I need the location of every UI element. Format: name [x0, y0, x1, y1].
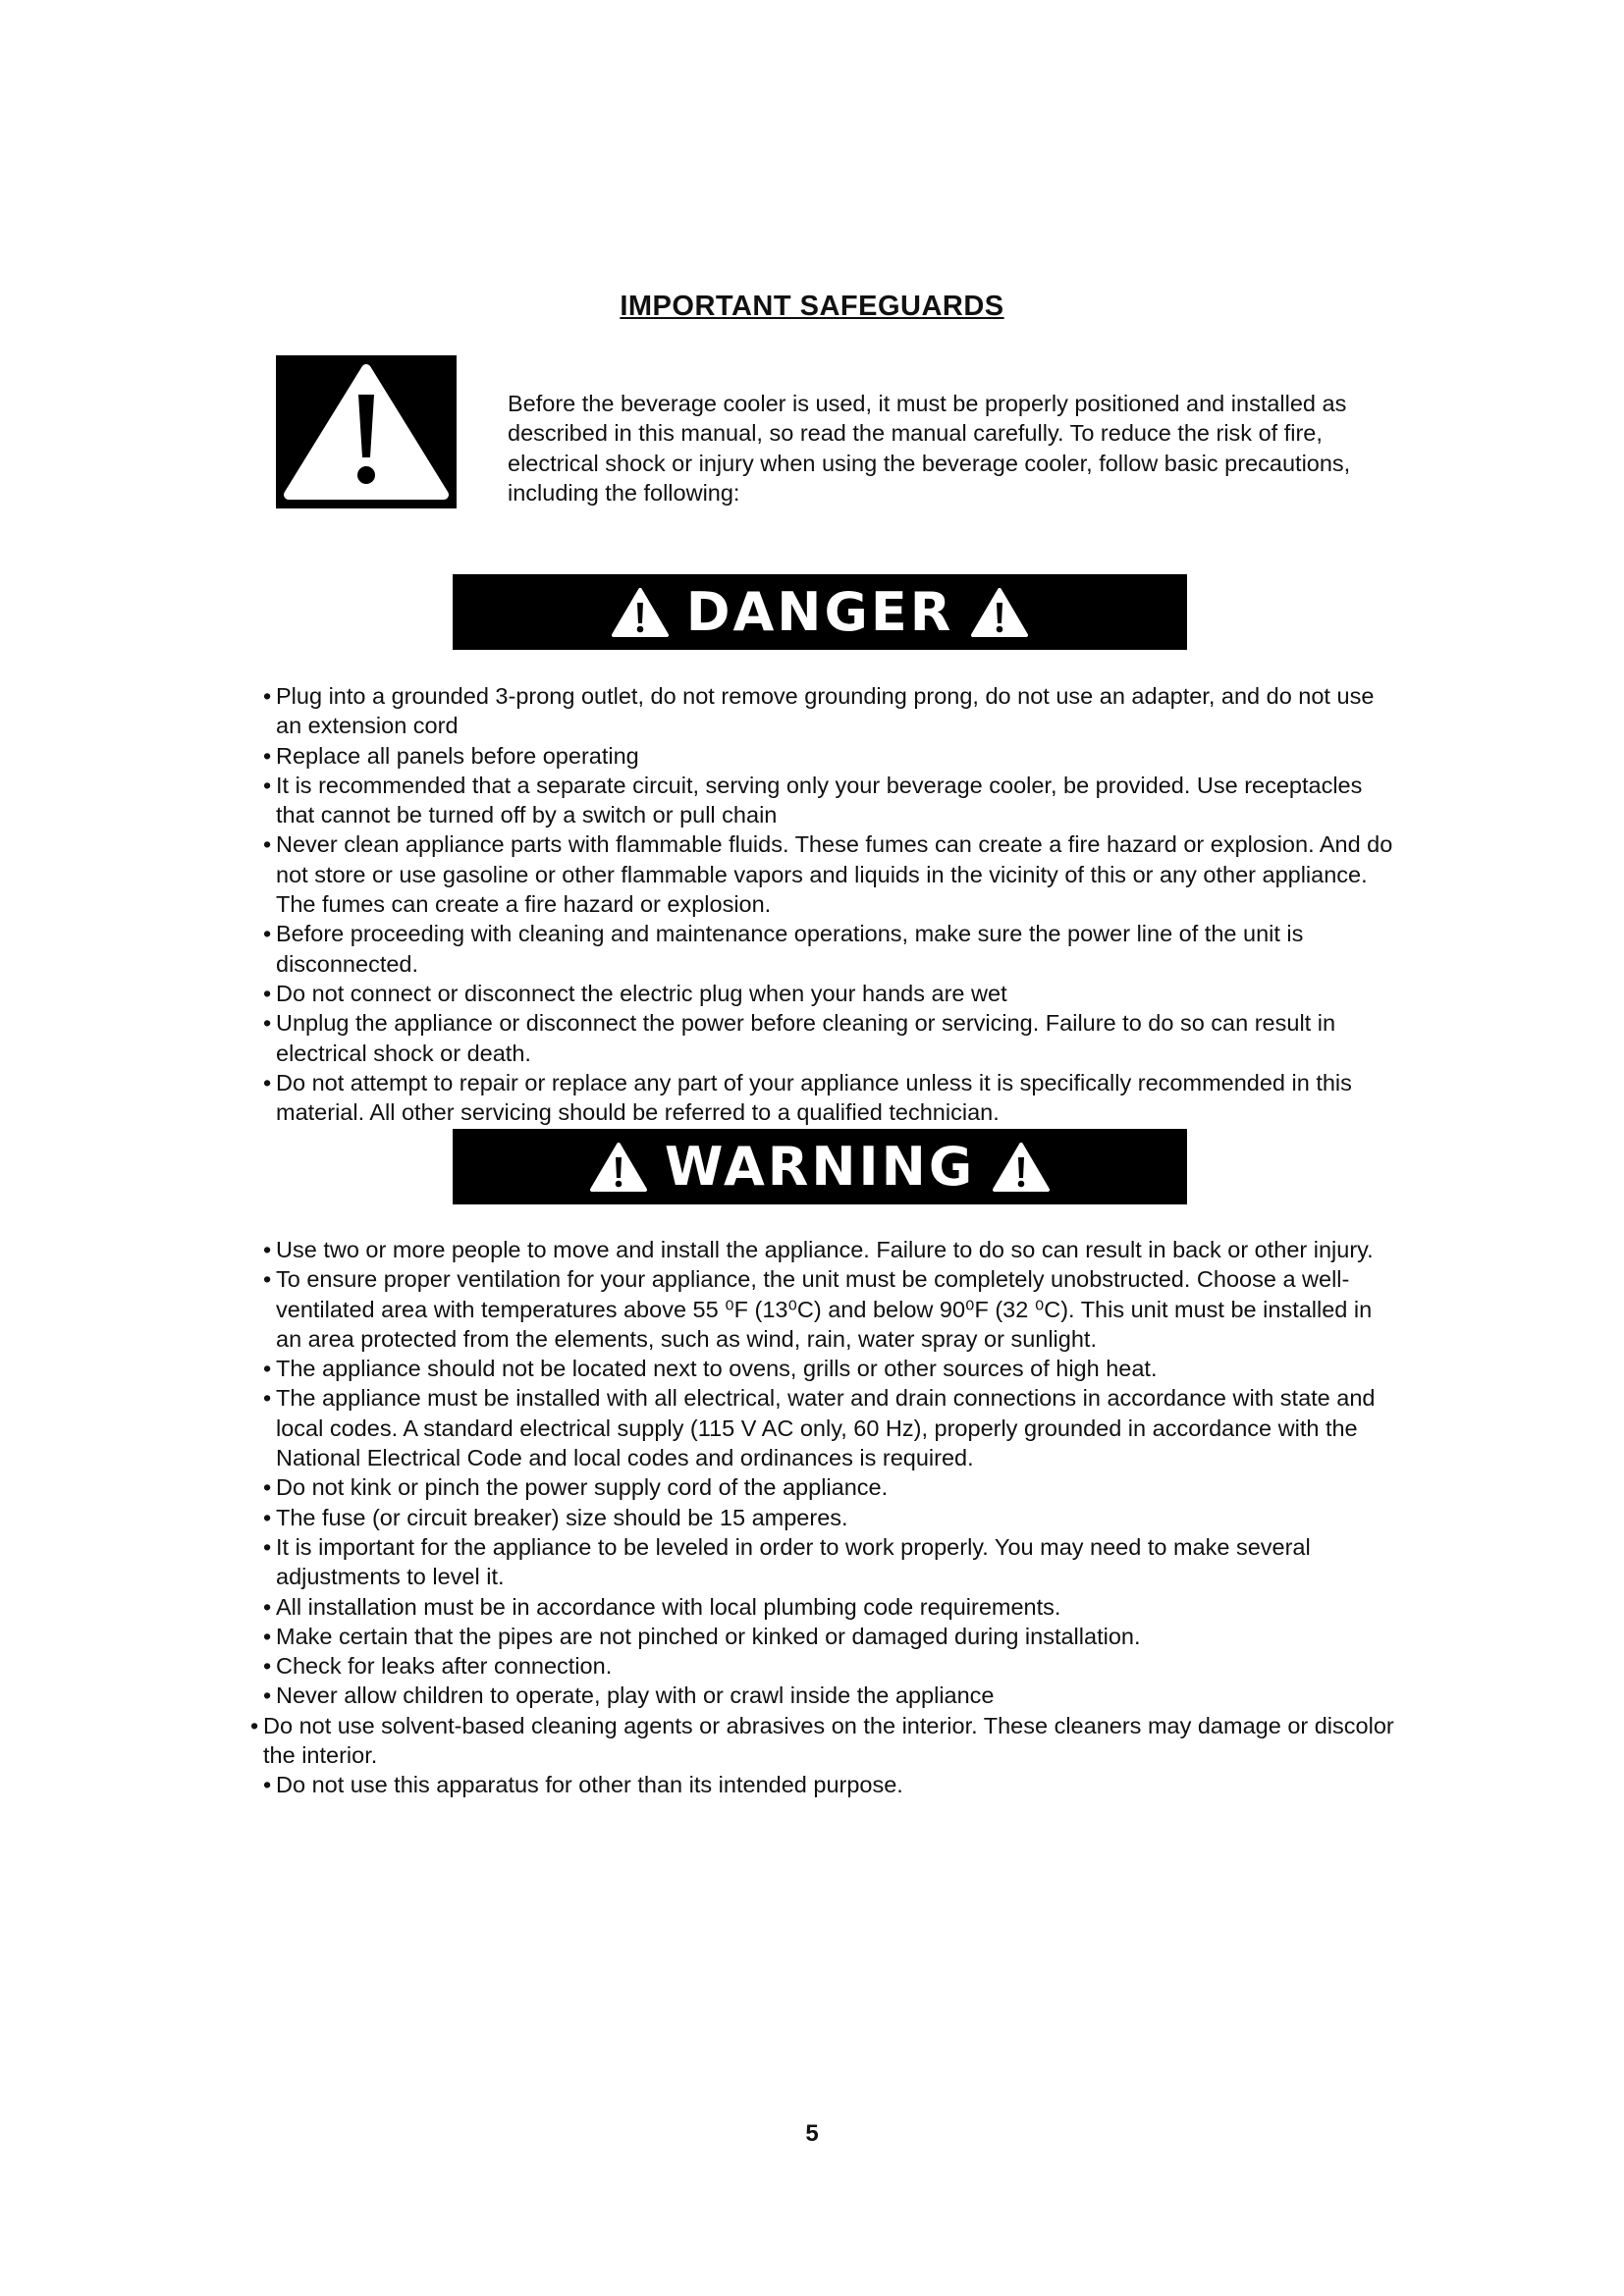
list-item: • Unplug the appliance or disconnect the power before cleaning or servicing. Failure to do so can result in electrical shock or death.	[249, 1008, 1398, 1068]
danger-left-icon	[610, 586, 671, 639]
warning-banner	[453, 1129, 1187, 1204]
list-item: • It is recommended that a separate circuit, serving only your beverage cooler, be provided. Use receptacles that cannot be turned off by a switch or pull chain	[249, 771, 1398, 830]
list-item: • Before proceeding with cleaning and maintenance operations, make sure the power line of the unit is disconnected.	[249, 919, 1398, 979]
danger-label: DANGER	[685, 580, 954, 643]
list-item: • Use two or more people to move and install the appliance. Failure to do so can result in back or other injury.	[249, 1235, 1398, 1264]
page-number: 5	[805, 2120, 819, 2147]
list-item: • Do not attempt to repair or replace any part of your appliance unless it is specifically recommended in this material. All other servicing should be referred to a qualified technician.	[249, 1068, 1398, 1128]
list-item: • The appliance should not be located next to ovens, grills or other sources of high heat.	[249, 1354, 1398, 1383]
list-item: • Plug into a grounded 3-prong outlet, do not remove grounding prong, do not use an adapter, and do not use an extension cord	[249, 681, 1398, 741]
intro-paragraph: Before the beverage cooler is used, it must be properly positioned and installed as described in this manual, so read the manual carefully. To reduce the risk of fire, electrical shock or injury when using the beverage cooler, follow basic precautions, including the following:	[508, 391, 1351, 506]
list-item: • Check for leaks after connection.	[249, 1651, 1398, 1681]
warning-triangle-icon	[276, 355, 457, 508]
list-item: • To ensure proper ventilation for your appliance, the unit must be completely unobstructed. Choose a well-ventilated area with temperatures above 55 ⁰F (13⁰C) and below 90⁰F (32 ⁰C). This unit must be installed in an area protected from the elements, such as wind, rain, water spray or sunlight.	[249, 1264, 1398, 1354]
warning-left-icon	[588, 1141, 649, 1194]
list-item: • Do not connect or disconnect the electric plug when your hands are wet	[249, 979, 1398, 1008]
list-item: • Do not use solvent-based cleaning agents or abrasives on the interior. These cleaners may damage or discolor the interior.	[249, 1711, 1398, 1771]
page-title: IMPORTANT SAFEGUARDS	[620, 291, 1004, 322]
danger-banner	[453, 574, 1187, 650]
list-item: • All installation must be in accordance with local plumbing code requirements.	[249, 1592, 1398, 1622]
list-item: • The fuse (or circuit breaker) size should be 15 amperes.	[249, 1503, 1398, 1532]
warning-list	[249, 1235, 1398, 1800]
list-item: • Never allow children to operate, play with or crawl inside the appliance	[249, 1681, 1398, 1710]
list-item: • Do not kink or pinch the power supply cord of the appliance.	[249, 1472, 1398, 1502]
list-item: • Do not use this apparatus for other than its intended purpose.	[249, 1770, 1398, 1799]
list-item: • The appliance must be installed with all electrical, water and drain connections in accordance with state and local codes. A standard electrical supply (115 V AC only, 60 Hz), properly grounded in accordance with the National Electrical Code and local codes and ordinances is required.	[249, 1383, 1398, 1472]
warning-label: WARNING	[664, 1135, 976, 1198]
list-item: • Replace all panels before operating	[249, 741, 1398, 771]
danger-list	[249, 681, 1398, 1127]
list-item: • Never clean appliance parts with flammable fluids. These fumes can create a fire hazard or explosion. And do not store or use gasoline or other flammable vapors and liquids in the vicinity of this or any other appliance. The fumes can create a fire hazard or explosion.	[249, 829, 1398, 919]
danger-right-icon	[969, 586, 1030, 639]
warning-right-icon	[991, 1141, 1052, 1194]
list-item: • Make certain that the pipes are not pinched or kinked or damaged during installation.	[249, 1622, 1398, 1651]
list-item: • It is important for the appliance to be leveled in order to work properly. You may need to make several adjustments to level it.	[249, 1532, 1398, 1592]
